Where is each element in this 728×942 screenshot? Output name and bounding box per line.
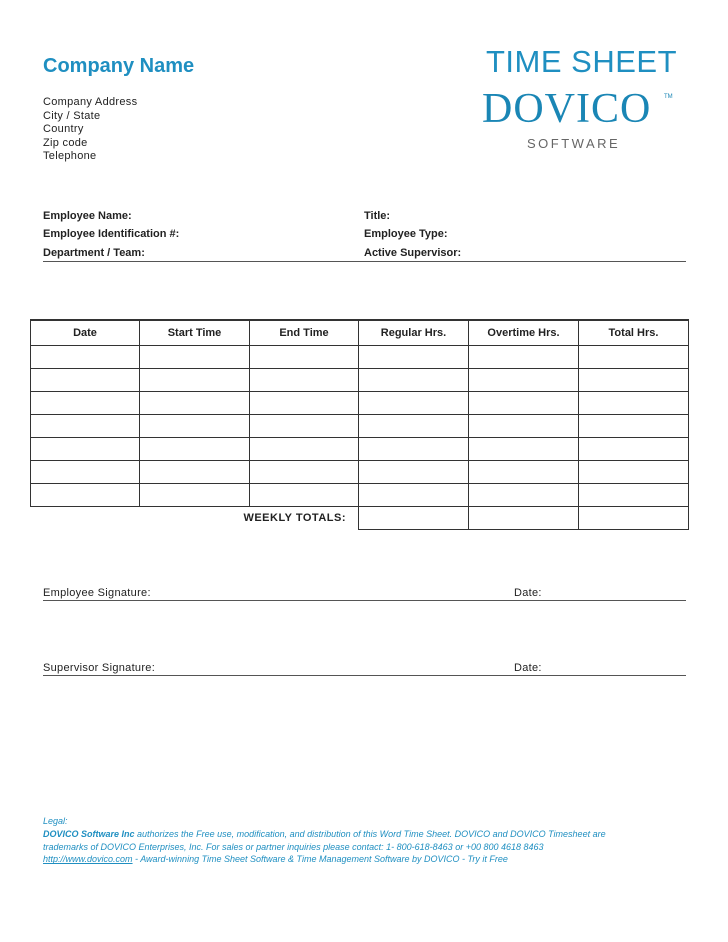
regular-hrs-total-cell[interactable] bbox=[359, 507, 469, 530]
legal-text: authorizes the Free use, modification, and distribution of this Word Time Sheet. DOVICO and DOVICO Timesheet are bbox=[134, 828, 606, 839]
overtime-hrs-cell[interactable] bbox=[469, 461, 579, 484]
legal-line-3 bbox=[43, 853, 683, 866]
total-hrs-cell[interactable] bbox=[579, 461, 689, 484]
document-title: TIME SHEET bbox=[486, 44, 678, 79]
employee-date-label: Date: bbox=[514, 587, 542, 599]
employee-name-label: Employee Name: bbox=[43, 210, 132, 222]
table-row bbox=[31, 346, 689, 369]
total-hrs-cell[interactable] bbox=[579, 415, 689, 438]
end-time-cell[interactable] bbox=[250, 346, 359, 369]
date-cell[interactable] bbox=[31, 392, 140, 415]
weekly-totals-label: WEEKLY TOTALS: bbox=[243, 512, 346, 525]
start-time-cell[interactable] bbox=[140, 484, 250, 507]
date-cell[interactable] bbox=[31, 369, 140, 392]
column-header: Regular Hrs. bbox=[359, 320, 469, 346]
overtime-hrs-cell[interactable] bbox=[469, 484, 579, 507]
table-row bbox=[31, 461, 689, 484]
legal-line-1 bbox=[43, 828, 683, 841]
weekly-totals-row bbox=[31, 507, 689, 530]
address-line: Zip code bbox=[43, 136, 88, 149]
regular-hrs-cell[interactable] bbox=[359, 346, 469, 369]
employee-signature-line[interactable] bbox=[43, 600, 686, 601]
logo-subtitle: SOFTWARE bbox=[527, 136, 621, 151]
address-line: Telephone bbox=[43, 150, 97, 162]
end-time-cell[interactable] bbox=[250, 461, 359, 484]
legal-heading: Legal: bbox=[43, 816, 68, 826]
regular-hrs-cell[interactable] bbox=[359, 461, 469, 484]
legal-footer bbox=[43, 815, 683, 866]
department-label: Department / Team: bbox=[43, 247, 145, 259]
table-row bbox=[31, 415, 689, 438]
supervisor-signature-label: Supervisor Signature: bbox=[43, 662, 156, 674]
employee-type-label: Employee Type: bbox=[364, 228, 448, 240]
date-cell[interactable] bbox=[31, 415, 140, 438]
column-header: Overtime Hrs. bbox=[469, 320, 579, 346]
dovico-logo: DOVICO bbox=[482, 86, 652, 132]
end-time-cell[interactable] bbox=[250, 484, 359, 507]
dovico-link[interactable]: http://www.dovico.com bbox=[43, 854, 133, 865]
company-address-block bbox=[43, 96, 137, 164]
end-time-cell[interactable] bbox=[250, 369, 359, 392]
date-cell[interactable] bbox=[31, 346, 140, 369]
overtime-hrs-cell[interactable] bbox=[469, 438, 579, 461]
regular-hrs-cell[interactable] bbox=[359, 369, 469, 392]
end-time-cell[interactable] bbox=[250, 392, 359, 415]
column-header: End Time bbox=[250, 320, 359, 346]
start-time-cell[interactable] bbox=[140, 392, 250, 415]
timesheet-table bbox=[30, 319, 689, 530]
address-line: City / State bbox=[43, 109, 101, 122]
overtime-hrs-cell[interactable] bbox=[469, 415, 579, 438]
trademark-mark: TM bbox=[664, 94, 673, 100]
total-hrs-cell[interactable] bbox=[579, 369, 689, 392]
start-time-cell[interactable] bbox=[140, 346, 250, 369]
start-time-cell[interactable] bbox=[140, 438, 250, 461]
table-row bbox=[31, 369, 689, 392]
end-time-cell[interactable] bbox=[250, 415, 359, 438]
total-hrs-cell[interactable] bbox=[579, 438, 689, 461]
start-time-cell[interactable] bbox=[140, 369, 250, 392]
title-label: Title: bbox=[364, 210, 391, 222]
table-row bbox=[31, 484, 689, 507]
legal-text: - Award-winning Time Sheet Software & Time Management Software by DOVICO - Try it Free bbox=[132, 854, 508, 865]
regular-hrs-cell[interactable] bbox=[359, 484, 469, 507]
start-time-cell[interactable] bbox=[140, 461, 250, 484]
supervisor-date-label: Date: bbox=[514, 662, 542, 674]
info-divider bbox=[43, 261, 686, 262]
column-header: Date bbox=[31, 320, 140, 346]
active-supervisor-label: Active Supervisor: bbox=[364, 247, 462, 259]
legal-company: DOVICO Software Inc bbox=[43, 828, 135, 839]
overtime-hrs-total-cell[interactable] bbox=[469, 507, 579, 530]
date-cell[interactable] bbox=[31, 484, 140, 507]
address-line: Company Address bbox=[43, 96, 138, 108]
table-header-row bbox=[31, 320, 689, 346]
employee-id-label: Employee Identification #: bbox=[43, 228, 180, 240]
table-row bbox=[31, 392, 689, 415]
employee-signature-label: Employee Signature: bbox=[43, 587, 151, 599]
supervisor-signature-line[interactable] bbox=[43, 675, 686, 676]
company-name: Company Name bbox=[43, 55, 195, 77]
date-cell[interactable] bbox=[31, 461, 140, 484]
end-time-cell[interactable] bbox=[250, 438, 359, 461]
total-hrs-cell[interactable] bbox=[579, 392, 689, 415]
overtime-hrs-cell[interactable] bbox=[469, 392, 579, 415]
column-header: Start Time bbox=[140, 320, 250, 346]
total-hrs-total-cell[interactable] bbox=[579, 507, 689, 530]
regular-hrs-cell[interactable] bbox=[359, 438, 469, 461]
regular-hrs-cell[interactable] bbox=[359, 415, 469, 438]
address-line: Country bbox=[43, 123, 84, 135]
table-row bbox=[31, 438, 689, 461]
date-cell[interactable] bbox=[31, 438, 140, 461]
overtime-hrs-cell[interactable] bbox=[469, 369, 579, 392]
total-hrs-cell[interactable] bbox=[579, 346, 689, 369]
legal-line-2: trademarks of DOVICO Enterprises, Inc. For sales or partner inquiries please contact: 1- 800-618-8463 or +00 800 4618 8463 bbox=[43, 841, 544, 852]
start-time-cell[interactable] bbox=[140, 415, 250, 438]
regular-hrs-cell[interactable] bbox=[359, 392, 469, 415]
overtime-hrs-cell[interactable] bbox=[469, 346, 579, 369]
total-hrs-cell[interactable] bbox=[579, 484, 689, 507]
column-header: Total Hrs. bbox=[579, 320, 689, 346]
